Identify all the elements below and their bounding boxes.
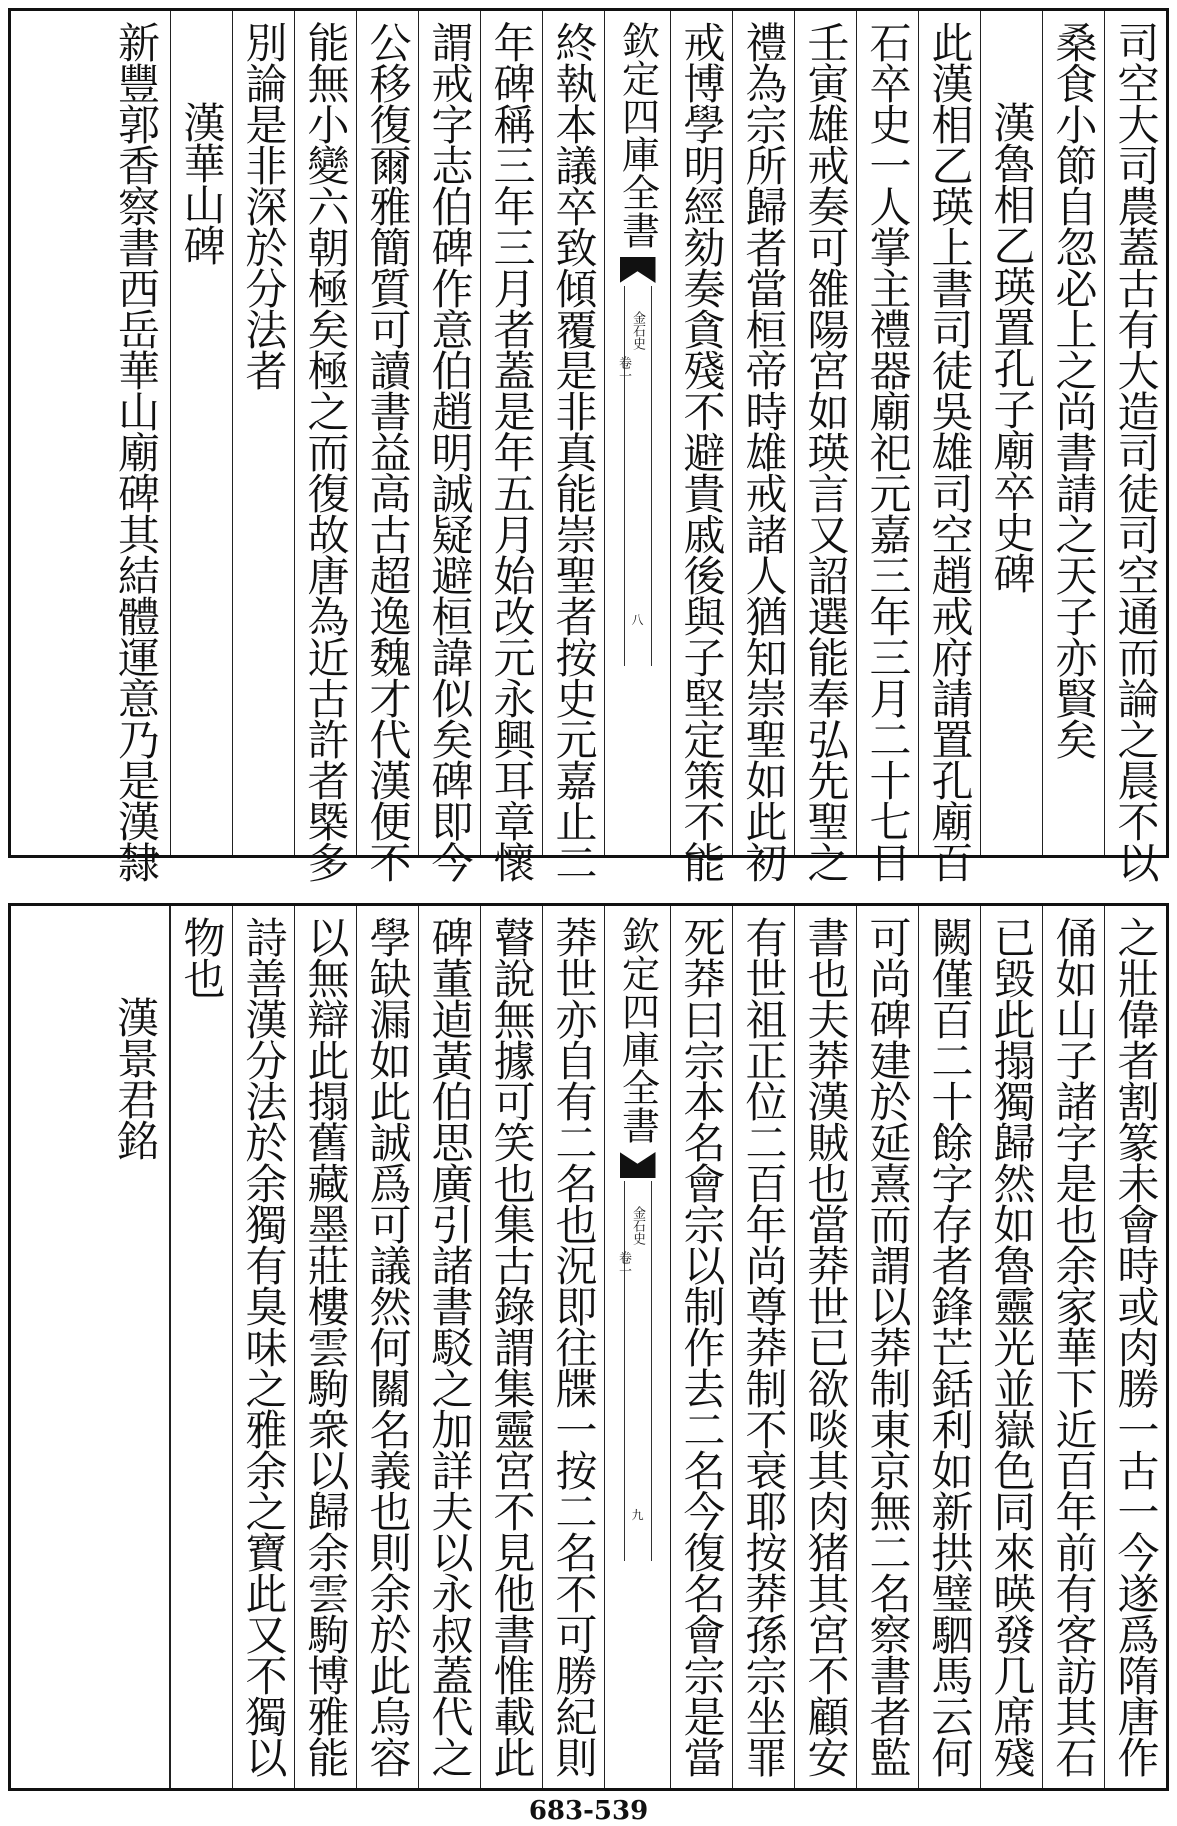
text-column: 之壯偉者割篆未會時或肉勝一古一今遂爲隋唐作 [1104, 906, 1166, 1788]
fishtail-mark-icon [620, 257, 656, 283]
text-column: 書也夫莽漢賊也當莽世已欲啖其肉猪其宮不顧安 [794, 906, 856, 1788]
text-column: 死莽曰宗本名會宗以制作去二名今復名會宗是當 [670, 906, 732, 1788]
text-column: 可尚碑建於延熹而謂以莽制東京無二名察書者監 [856, 906, 918, 1788]
text-column: 壬寅雄戒奏可雒陽宮如瑛言又詔選能奉弘先聖之 [794, 11, 856, 855]
text-column: 禮為宗所歸者當桓帝時雄戒諸人猶知崇聖如此初 [732, 11, 794, 855]
page-gutter [604, 906, 670, 1788]
text-column: 碑董逌黃伯思廣引諸書駁之加詳夫以永叔蓋代之 [418, 906, 480, 1788]
text-column: 莽世亦自有二名也況即往牒一按二名不可勝紀則 [542, 906, 604, 1788]
page-gutter [604, 11, 670, 855]
bottom-page-panel [8, 903, 1169, 1791]
section-heading-column: 漢魯相乙瑛置孔子廟卒史碑 [980, 11, 1042, 855]
section-heading-column: 漢景君銘 [111, 996, 160, 1160]
book-title: 欽定四庫全書 [615, 21, 660, 249]
text-column: 謂戒字志伯碑作意伯趙明誠疑避桓諱似矣碑即今 [418, 11, 480, 855]
text-column: 桑食小節自忽必上之尚書請之天子亦賢矣 [1042, 11, 1104, 855]
section-heading-column: 漢華山碑 [170, 11, 232, 855]
gutter-section-label: 金石史 [630, 1206, 645, 1245]
text-column: 年碑稱三年三月者蓋是年五月始改元永興耳章懷 [480, 11, 542, 855]
top-page-panel [8, 8, 1169, 882]
text-column: 司空大司農蓋古有大造司徒司空通而論之晨不以 [1104, 11, 1166, 855]
text-column: 有世祖正位二百年尚尊莽制不衰耶按莽孫宗坐罪 [732, 906, 794, 1788]
text-column: 公移復爾雅簡質可讀書益高古超逸魏才代漢便不 [356, 11, 418, 855]
text-column: 俑如山子諸字是也余家華下近百年前有客訪其石 [1042, 906, 1104, 1788]
gutter-volume-label: 卷一 [616, 1251, 631, 1277]
text-column: 石卒史一人掌主禮器廟祀元嘉三年三月二十七日 [856, 11, 918, 855]
text-column: 新豐郭香察書西岳華山廟碑其結體運意乃是漢隸 [112, 21, 161, 882]
text-column: 詩善漢分法於余獨有臭味之雅余之寶此又不獨以 [232, 906, 294, 1788]
text-column: 已毀此搨獨歸然如魯靈光並嶽色同來暎發几席殘 [980, 906, 1042, 1788]
text-column: 此漢相乙瑛上書司徒吳雄司空趙戒府請置孔廟百 [918, 11, 980, 855]
text-column: 能無小變六朝極矣極之而復故唐為近古許者槩多 [294, 11, 356, 855]
gutter-page-number: 九 [631, 1508, 644, 1522]
book-title: 欽定四庫全書 [615, 916, 660, 1144]
footer-page-number: 683-539 [528, 1796, 649, 1826]
text-column: 瞽說無據可笑也集古錄謂集靈宮不見他書惟載此 [480, 906, 542, 1788]
fishtail-mark-icon [620, 1152, 656, 1178]
gutter-volume-label: 卷一 [616, 356, 631, 382]
gutter-section-label: 金石史 [630, 311, 645, 350]
text-column: 學缺漏如此誠爲可議然何關名義也則余於此烏容 [356, 906, 418, 1788]
empty-column [169, 906, 170, 1788]
text-column: 別論是非深於分法者 [232, 11, 294, 855]
text-column: 戒博學明經劾奏貪殘不避貴戚後與子堅定策不能 [670, 11, 732, 855]
gutter-page-number: 八 [631, 613, 644, 627]
text-column: 闕僅百二十餘字存者鋒芒銛利如新拱璧駟馬云何 [918, 906, 980, 1788]
text-column: 物也 [170, 906, 232, 1788]
text-column: 以無辯此搨舊藏墨莊樓雲駒衆以歸余雲駒博雅能 [294, 906, 356, 1788]
text-column: 終執本議卒致傾覆是非真能崇聖者按史元嘉止二 [542, 11, 604, 855]
